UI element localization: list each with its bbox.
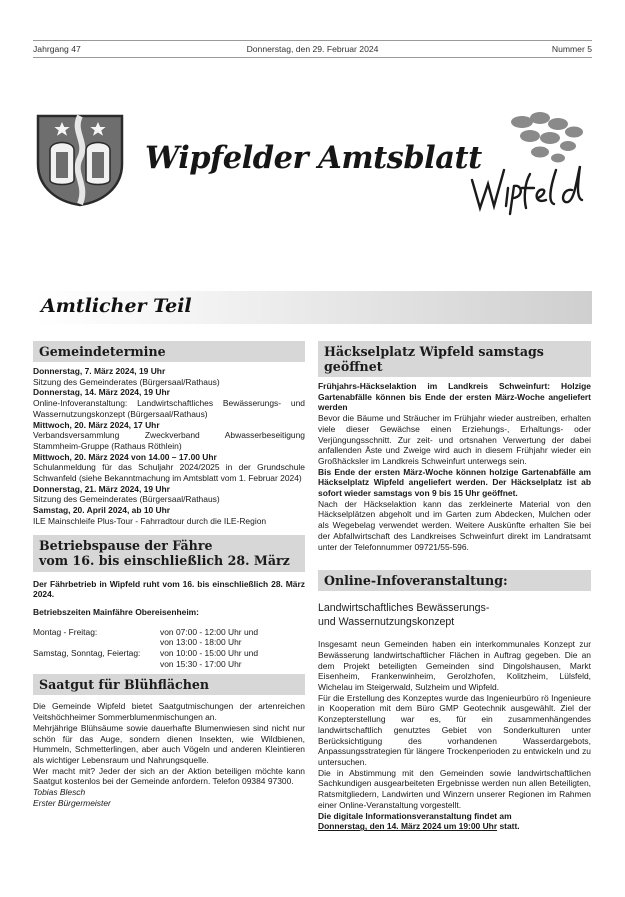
- times-hours: von 15:30 - 17:00 Uhr: [160, 658, 242, 669]
- event-item: [33, 505, 305, 526]
- event-text: Verbandsversammlung Zweckverband Abwasserbeseitigung Stammheim-Gruppe (Rathaus Röthlein): [33, 430, 305, 451]
- times-hours: von 07:00 - 12:00 Uhr und: [160, 626, 259, 637]
- event-item: [33, 366, 305, 387]
- online-body: [318, 639, 591, 832]
- haecksel-highlight: Bis Ende der ersten März-Woche können holzige Gartenabfälle am Häckselplatz Wipfeld angeliefert werden. Der Häckselplatz ist ab sofort wieder samstags von 9 bis 15 Uhr geöffnet.: [318, 466, 591, 499]
- online-subheading-line1: Landwirtschaftliches Bewässerungs-: [318, 602, 490, 615]
- event-text: Sitzung des Gemeinderates (Bürgersaal/Rathaus): [33, 494, 220, 505]
- right-column: [318, 341, 591, 832]
- event-text: Schulanmeldung für das Schuljahr 2024/2025 in der Grundschule Schwanfeld (siehe Bekanntmachung im Amtsblatt vom 1. Februar 2024): [33, 462, 305, 484]
- event-date: Donnerstag, 7. März 2024, 19 Uhr: [33, 366, 166, 376]
- haecksel-paragraph: Bevor die Bäume und Sträucher im Frühjahr wieder austreiben, erhalten viele dieser Gewächse einen Erziehungs-, Erhaltungs- oder Verjüngungsschnitt. Zur zeit- und ortsnahen Verwertung der dabei anfallenden Äste und Zweige wird auch in diesem Frühjahr wieder ein Großhäcksler im Landkreis Schweinfurt unterwegs sein.: [318, 413, 591, 466]
- event-date: Donnerstag, 14. März 2024, 19 Uhr: [33, 387, 170, 398]
- times-day: Samstag, Sonntag, Feiertag:: [33, 648, 141, 659]
- saatgut-paragraph: Wer macht mit? Jeder der sich an der Aktion beteiligen möchte kann Saatgut kostenlos bei der Gemeinde anfordern. Telefon 09384 97300.: [33, 765, 305, 787]
- gemeindetermine-heading: Gemeindetermine: [33, 341, 305, 362]
- event-item: [33, 420, 305, 452]
- times-hours: von 10:00 - 15:00 Uhr und: [160, 648, 259, 659]
- coat-of-arms-icon: [34, 112, 126, 207]
- online-final-note: [318, 811, 591, 832]
- online-paragraph: Für die Erstellung des Konzeptes wurde das Ingenieurbüro rö Ingenieure in Kooperation mit dem Büro GMP Geotechnik ausgewählt. Ziel der Konzepterstellung war es, für ein zusammenhängendes landwirtschaftlich genutztes Gebiet von Sonderkulturen unter Berücksichtigung des vorhandenen Wasserdargebots, Anpassungsstrategien für längere Trockenperioden zu entwickeln und zu untersuchen.: [318, 692, 591, 767]
- times-row: [33, 648, 305, 659]
- times-row: [33, 627, 305, 638]
- event-item: [33, 452, 305, 484]
- event-item: [33, 484, 305, 505]
- signature-name: Tobias Blesch: [33, 787, 86, 798]
- faehre-times-title: Betriebszeiten Mainfähre Obereisenheim:: [33, 606, 199, 617]
- event-date: Samstag, 20. April 2024, ab 10 Uhr: [33, 505, 171, 516]
- times-hours: von 13:00 - 18:00 Uhr: [160, 637, 242, 648]
- event-text: Sitzung des Gemeinderates (Bürgersaal/Rathaus): [33, 376, 220, 387]
- section-title: Amtlicher Teil: [41, 295, 192, 317]
- saatgut-paragraph: Die Gemeinde Wipfeld bietet Saatgutmischungen der artenreichen Veitshöchheimer Sommerblumenmischungen an.: [33, 701, 305, 723]
- times-row: [33, 659, 305, 670]
- event-date: Donnerstag, 21. März 2024, 19 Uhr: [33, 483, 170, 494]
- haecksel-heading: Häckselplatz Wipfeld samstags geöffnet: [318, 341, 591, 377]
- times-day: Montag - Freitag:: [33, 626, 98, 637]
- saatgut-body: [33, 701, 305, 808]
- haecksel-paragraph: Nach der Häckselaktion kann das zerkleinerte Material von den Häckselplätzen abgeholt und im Garten zum Abdecken, Mulchen oder als Wegebelag verwendet werden. Weitere Auskünfte erhalten Sie bei der Abfallwirtschaft des Landkreises Schweinfurt direkt im Landratsamt unter der Telefonnummer 09721/55-596.: [318, 498, 591, 552]
- event-list: [33, 366, 305, 527]
- saatgut-heading: Saatgut für Blühflächen: [33, 674, 305, 695]
- event-text: Online-Infoveranstaltung: Landwirtschaftliches Bewässerungs- und Wassernutzungskonzept (Bürgersaal/Rathaus): [33, 398, 305, 419]
- times-day: [33, 659, 160, 670]
- times-day: [33, 637, 160, 648]
- signature-title: Erster Bürgermeister: [33, 797, 111, 808]
- haecksel-lead: Frühjahrs-Häckselaktion im Landkreis Schweinfurt: Holzige Gartenabfälle können bis Ende der ersten März-Woche angeliefert werden: [318, 381, 591, 413]
- online-subheading-line2: und Wassernutzungskonzept: [318, 615, 455, 628]
- event-text: ILE Mainschleife Plus-Tour - Fahrradtour durch die ILE-Region: [33, 515, 267, 526]
- online-final-c: statt.: [497, 821, 520, 832]
- online-subheading: [318, 602, 591, 629]
- online-final-date: Donnerstag, den 14. März 2024 um 19:00 Uhr: [318, 821, 498, 832]
- online-paragraph: Insgesamt neun Gemeinden haben ein interkommunales Konzept zur Bewässerung landwirtschaftlicher Flächen in Auftrag gegeben. Die an dem Projekt beteiligten Gemeinden sind Dingolshausen, Markt Eisenheim, Frankenwinheim, Gerolzhofen, Kolitzheim, Lülsfeld, Wichelau im Steigerwald, Sulzheim und Wipfeld.: [318, 639, 591, 693]
- left-column: [33, 341, 305, 809]
- issue-date: Donnerstag, den 29. Februar 2024: [246, 44, 379, 54]
- header-bar: [33, 40, 592, 58]
- online-heading: Online-Infoveranstaltung:: [318, 570, 591, 591]
- volume-label: Jahrgang 47: [33, 44, 81, 54]
- times-row: [33, 637, 305, 648]
- faehre-heading-line2: vom 16. bis einschließlich 28. März: [39, 552, 290, 568]
- event-date: Mittwoch, 20. März 2024 von 14.00 – 17.00 Uhr: [33, 451, 217, 462]
- faehre-heading: [33, 535, 305, 572]
- event-item: [33, 387, 305, 419]
- haecksel-body: [318, 381, 591, 552]
- event-date: Mittwoch, 20. März 2024, 17 Uhr: [33, 419, 160, 430]
- saatgut-paragraph: Mehrjährige Blühsäume sowie dauerhafte Blumenwiesen sind nicht nur schön für das Auge, sondern dienen Insekten, wie Wildbienen, Hummeln, Schmetterlingen, aber auch Vögeln und anderen Kleintieren als wichtiger Lebensraum und Nahrungsquelle.: [33, 722, 305, 765]
- masthead-title: Wipfelder Amtsblatt: [145, 140, 482, 176]
- faehre-heading-line1: Betriebspause der Fähre: [39, 537, 213, 553]
- faehre-intro: Der Fährbetrieb in Wipfeld ruht vom 16. bis einschließlich 28. März 2024.: [33, 578, 305, 600]
- section-banner: [33, 291, 592, 324]
- online-paragraph: Die in Abstimmung mit den Gemeinden sowie landwirtschaftlichen Sachkundigen ausgearbeiteten Ergebnisse werden nun allen Beteiligten, Ratsmitgliedern, Landwirten und Winzern unserer Regionen im Rahmen einer Online-Veranstaltung vorgestellt.: [318, 767, 591, 810]
- faehre-times: [33, 627, 305, 670]
- wipfeld-logo-icon: [462, 104, 592, 216]
- online-final-a: Die digitale Informationsveranstaltung findet am: [318, 810, 512, 821]
- issue-number: Nummer 5: [551, 44, 592, 54]
